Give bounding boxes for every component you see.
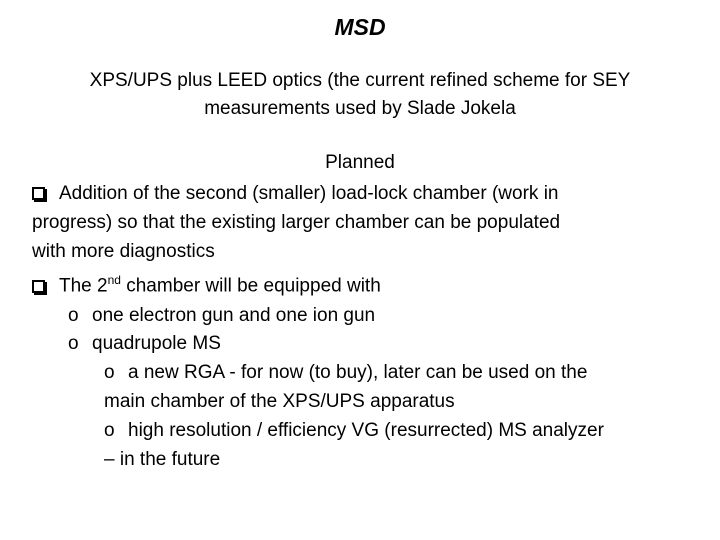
sub-item-2	[32, 330, 702, 359]
subsub-item-1-line-2: main chamber of the XPS/UPS apparatus	[104, 390, 455, 412]
circle-bullet-icon: o	[68, 333, 79, 355]
subsub-item-1	[32, 359, 702, 388]
subtitle-line-2: measurements used by Slade Jokela	[204, 98, 516, 119]
bullet-item-1	[32, 180, 702, 209]
bullet-list	[32, 180, 702, 474]
subtitle-line-1: XPS/UPS plus LEED optics (the current refined scheme for SEY	[89, 70, 631, 91]
sub-item-1-text: one electron gun and one ion gun	[92, 304, 376, 326]
circle-bullet-icon: o	[104, 362, 115, 384]
bullet-1-line-2: progress) so that the existing larger chamber can be populated	[32, 211, 561, 233]
bullet-2-post: chamber will be equipped with	[120, 275, 381, 297]
subsub-item-1-line-1: a new RGA - for now (to buy), later can be used on the	[128, 362, 588, 384]
bullet-item-2	[32, 266, 702, 301]
circle-bullet-icon: o	[68, 304, 79, 326]
sub-item-2-text: quadrupole MS	[92, 333, 221, 355]
planned-heading: Planned	[325, 152, 395, 173]
subsub-item-2-line-1: high resolution / efficiency VG (resurrected) MS analyzer	[128, 419, 604, 441]
bullet-2-superscript: nd	[107, 273, 121, 288]
slide-subtitle	[40, 67, 680, 123]
circle-bullet-icon: o	[104, 419, 115, 441]
square-bullet-icon	[32, 187, 45, 200]
slide-title: MSD	[334, 14, 386, 40]
bullet-2-pre: The 2	[59, 275, 108, 297]
square-bullet-icon	[32, 280, 45, 293]
bullet-1-line-3: with more diagnostics	[32, 240, 215, 262]
bullet-1-line-1: Addition of the second (smaller) load-lock chamber (work in	[59, 183, 559, 204]
sub-item-1	[32, 302, 702, 331]
subsub-item-2	[32, 417, 702, 446]
subsub-item-2-line-2: – in the future	[104, 448, 221, 470]
